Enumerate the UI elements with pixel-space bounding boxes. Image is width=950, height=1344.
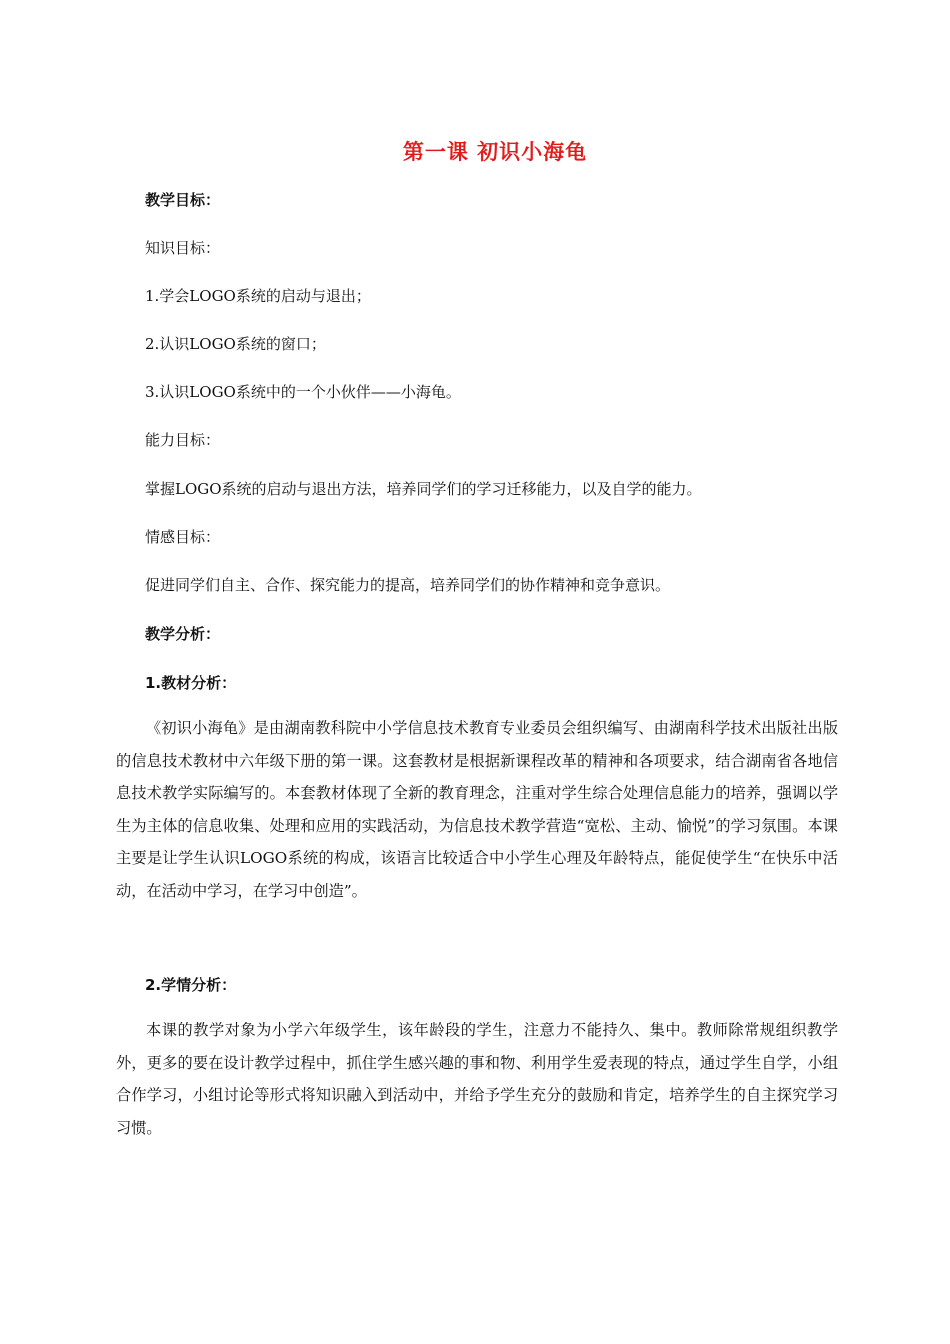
ability-goals-heading: 能力目标： [145, 431, 221, 449]
ability-goals-text: 掌握LOGO系统的启动与退出方法，培养同学们的学习迁移能力，以及自学的能力。 [145, 480, 702, 498]
textbook-analysis-heading: 1.教材分析： [145, 674, 237, 692]
student-analysis-paragraph: 本课的教学对象为小学六年级学生，该年龄段的学生，注意力不能持久、集中。教师除常规组织教学外，更多的要在设计教学过程中，抓住学生感兴趣的事和物、利用学生爱表现的特点，通过学生自学，小组合作学习，小组讨论等形式将知识融入到活动中，并给予学生充分的鼓励和肯定，培养学生的自主探究学习习惯。 [116, 1021, 838, 1137]
emotion-goals-text: 促进同学们自主、合作、探究能力的提高，培养同学们的协作精神和竞争意识。 [145, 576, 671, 594]
student-analysis-heading: 2.学情分析： [145, 976, 237, 994]
teaching-goals-heading: 教学目标： [145, 191, 221, 209]
analysis-heading: 教学分析： [145, 625, 221, 643]
textbook-analysis-paragraph: 《初识小海龟》是由湖南教科院中小学信息技术教育专业委员会组织编写、由湖南科学技术出版社出版的信息技术教材中六年级下册的第一课。这套教材是根据新课程改革的精神和各项要求，结合湖南省各地信息技术教学实际编写的。本套教材体现了全新的教育理念，注重对学生综合处理信息能力的培养，强调以学生为主体的信息收集、处理和应用的实践活动，为信息技术教学营造“宽松、主动、愉悦”的学习氛围。本课主要是让学生认识LOGO系统的构成，该语言比较适合中小学生心理及年龄特点，能促使学生“在快乐中活动，在活动中学习，在学习中创造”。 [116, 719, 838, 900]
knowledge-item: 1.学会LOGO系统的启动与退出； [145, 287, 371, 305]
knowledge-goals-heading: 知识目标： [145, 239, 221, 257]
lesson-title: 第一课 初识小海龟 [402, 140, 588, 164]
emotion-goals-heading: 情感目标： [145, 528, 221, 546]
knowledge-item: 2.认识LOGO系统的窗口； [145, 335, 326, 353]
knowledge-item: 3.认识LOGO系统中的一个小伙伴——小海龟。 [145, 383, 461, 401]
